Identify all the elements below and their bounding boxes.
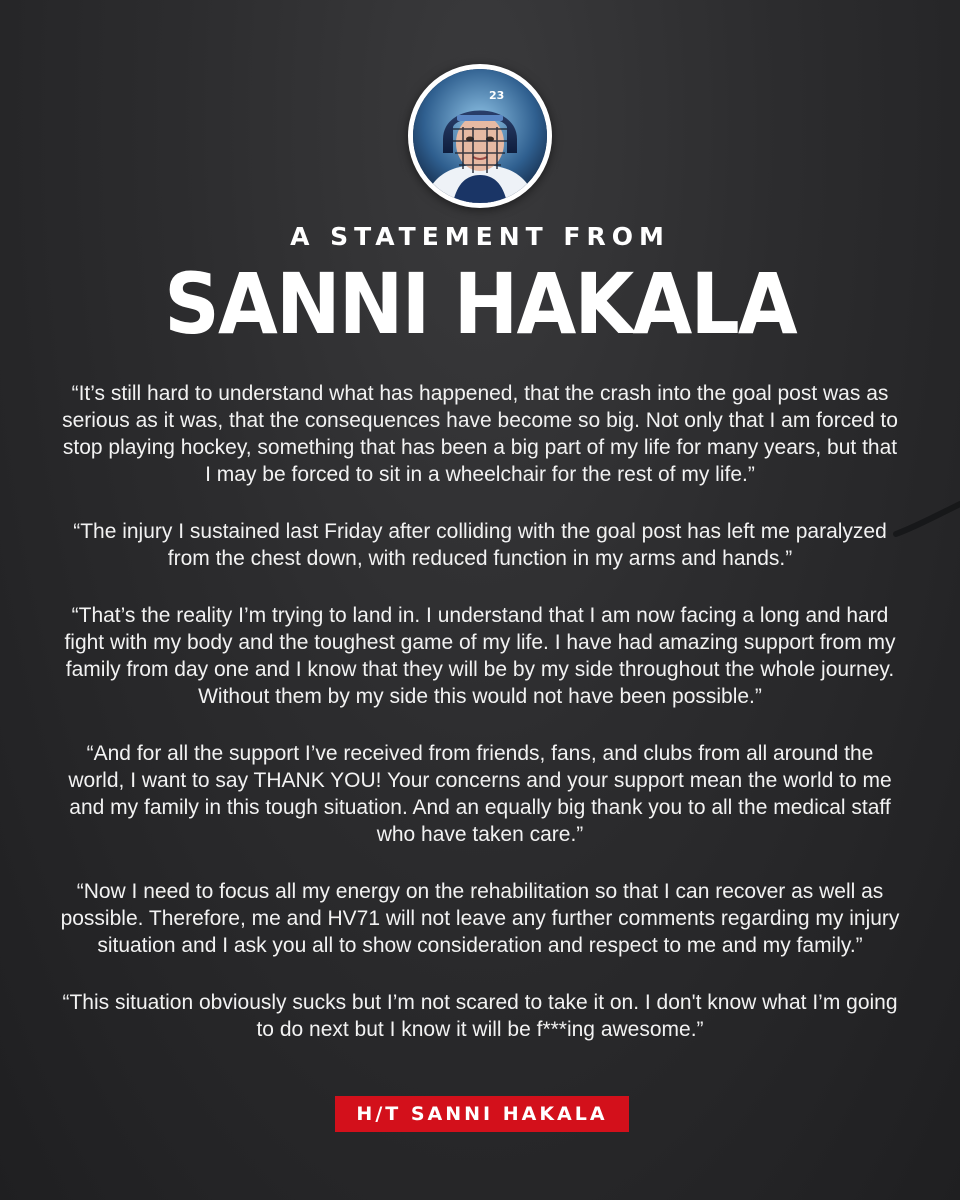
statement-paragraph: “And for all the support I’ve received from friends, fans, and clubs from all around the world, I want to say THANK YOU! Your concerns and your support mean the world to me and my family in this tough situation. And an equally big thank you to all the medical staff who have taken care.”: [68, 742, 892, 846]
statement-kicker: A STATEMENT FROM: [290, 222, 670, 251]
statement-paragraph: “The injury I sustained last Friday after colliding with the goal post has left me paralyzed from the chest down, with reduced function in my arms and hands.”: [73, 520, 887, 570]
statement-paragraph: “Now I need to focus all my energy on the rehabilitation so that I can recover as well as possible. Therefore, me and HV71 will not leave any further comments regarding my injury situation and I ask you all to show consideration and respect to me and my family.”: [60, 880, 900, 957]
statement-paragraph: “It’s still hard to understand what has happened, that the crash into the goal post was as serious as it was, that the consequences have become so big. Not only that I am forced to stop playing hockey, something that has been a big part of my life for many years, but that I may be forced to sit in a wheelchair for the rest of my life.”: [62, 382, 898, 486]
jersey-number: 23: [489, 89, 505, 102]
player-name: SANNI HAKALA: [164, 255, 796, 353]
hockey-stick-icon: [892, 498, 960, 538]
avatar: [408, 64, 552, 208]
player-photo-icon: [413, 69, 547, 203]
credit-badge: H/T SANNI HAKALA: [335, 1096, 629, 1132]
statement-paragraph: “That’s the reality I’m trying to land in. I understand that I am now facing a long and hard fight with my body and the toughest game of my life. I have had amazing support from my family from day one and I know that they will be by my side throughout the whole journey. Without them by my side this would not have been possible.”: [64, 604, 896, 708]
statement-body: [60, 380, 900, 1073]
statement-paragraph: “This situation obviously sucks but I’m not scared to take it on. I don't know what I’m going to do next but I know it will be f***ing awesome.”: [62, 991, 898, 1041]
